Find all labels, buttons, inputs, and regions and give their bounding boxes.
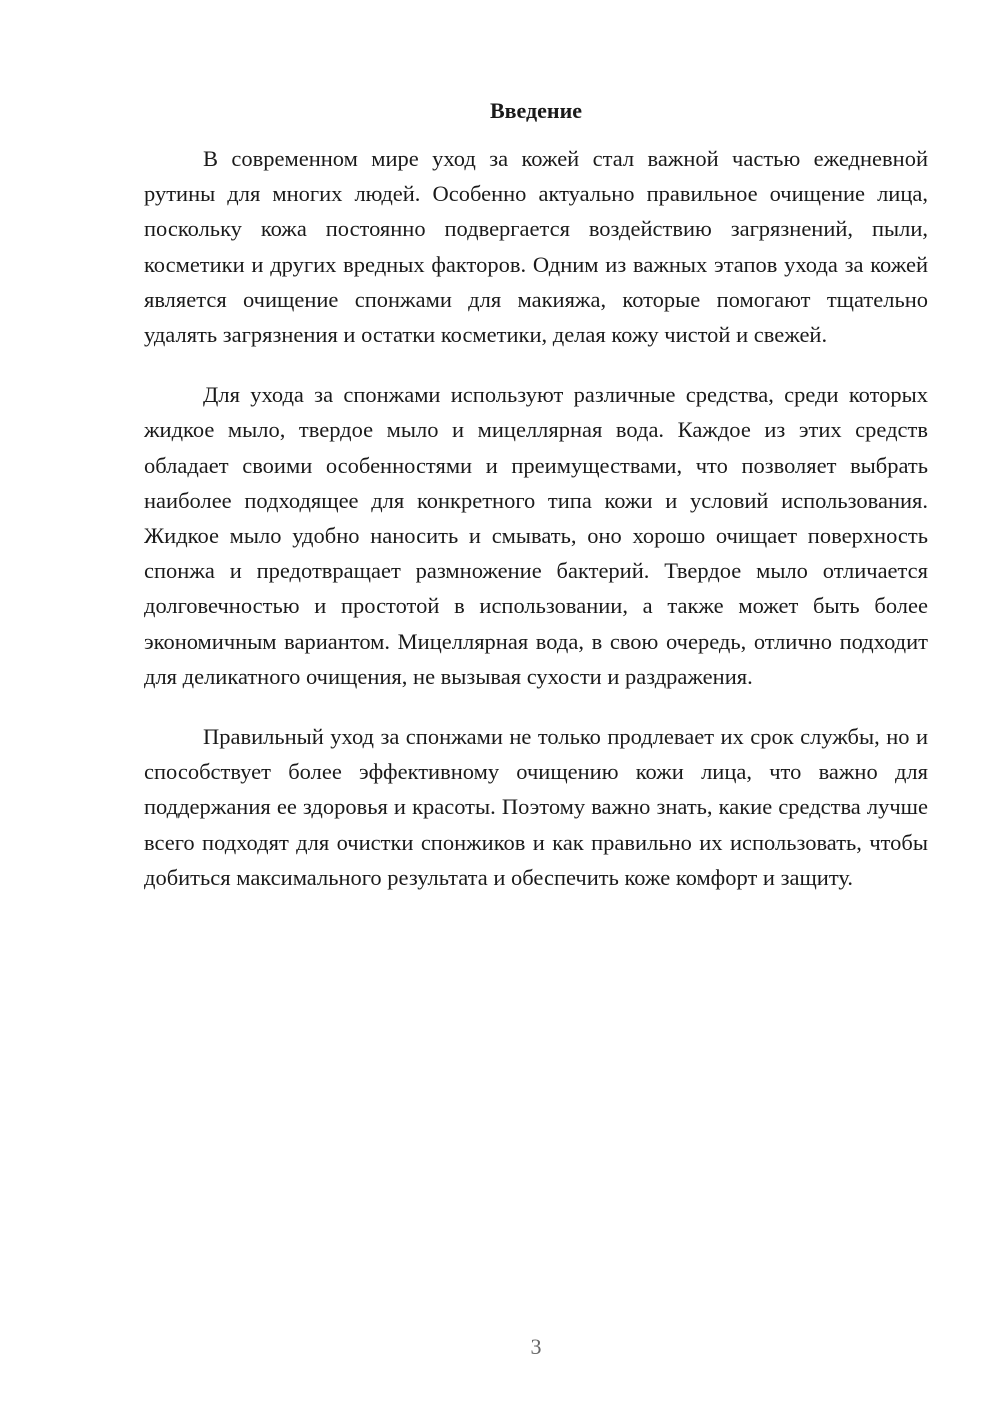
paragraph-3: Правильный уход за спонжами не только продлевает их срок службы, но и способствует более эффективному очищению кожи лица, что важно для поддержания ее здоровья и красоты. Поэтому важно знать, какие средства лучше всего подходят для очистки спонжиков и как правильно их использовать, чтобы добиться максимального результата и обеспечить коже комфорт и защиту. <box>144 724 928 890</box>
body-text <box>144 141 928 920</box>
paragraph-2: Для ухода за спонжами используют различные средства, среди которых жидкое мыло, твердое мыло и мицеллярная вода. Каждое из этих средств обладает своими особенностями и преимуществами, что позволяет выбрать наиболее подходящее для конкретного типа кожи и условий использования. Жидкое мыло удобно наносить и смывать, оно хорошо очищает поверхность спонжа и предотвращает размножение бактерий. Твердое мыло отличается долговечностью и простотой в использовании, а также может быть более экономичным вариантом. Мицеллярная вода, в свою очередь, отлично подходит для деликатного очищения, не вызывая сухости и раздражения. <box>144 382 928 689</box>
paragraph-1: В современном мире уход за кожей стал важной частью ежедневной рутины для многих людей. Особенно актуально правильное очищение лица, поскольку кожа постоянно подвергается воздействию загрязнений, пыли, косметики и других вредных факторов. Одним из важных этапов ухода за кожей является очищение спонжами для макияжа, которые помогают тщательно удалять загрязнения и остатки косметики, делая кожу чистой и свежей. <box>144 146 928 348</box>
section-title: Введение <box>489 98 583 123</box>
page-number: 3 <box>530 1334 542 1359</box>
